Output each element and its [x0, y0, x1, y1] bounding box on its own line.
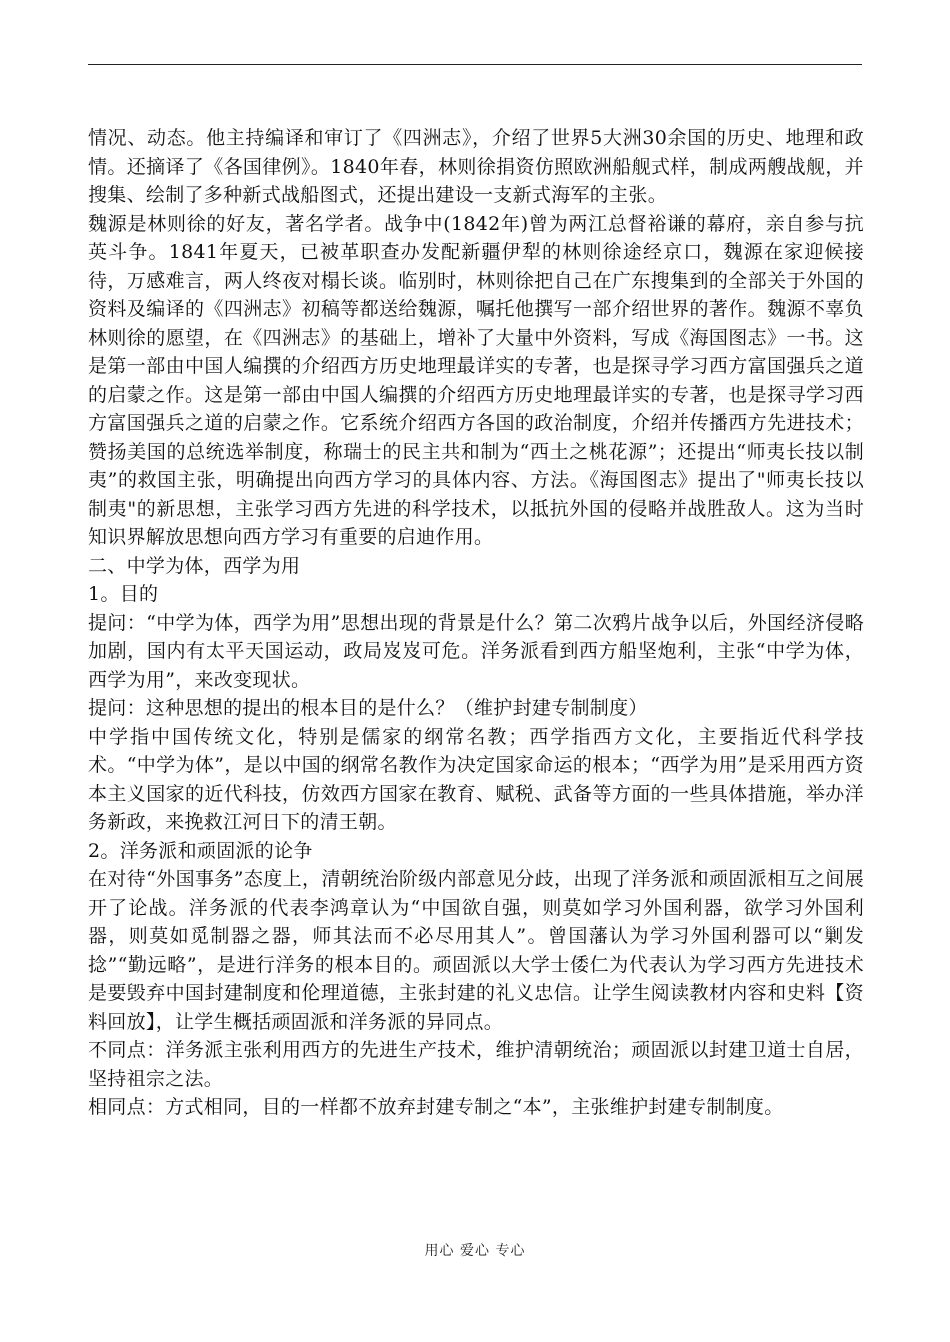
paragraph-similarities: 相同点：方式相同，目的一样都不放弃封建专制之“本”，主张维护封建专制制度。	[88, 1096, 784, 1118]
paragraph-question-purpose: 提问：这种思想的提出的根本目的是什么？（维护封建专制制度）	[88, 697, 648, 719]
paragraph-question-background: 提问：“中学为体，西学为用”思想出现的背景是什么？第二次鸦片战争以后，外国经济侵略加剧，国内有太平天国运动，政局岌岌可危。洋务派看到西方船坚炮利，主张“中学为体，西学为用”，来改变现状。	[88, 611, 864, 691]
section-heading-2: 二、中学为体，西学为用	[88, 554, 301, 577]
subheading-debate: 2。洋务派和顽固派的论争	[88, 839, 313, 862]
paragraph-debate: 在对待“外国事务”态度上，清朝统治阶级内部意见分歧，出现了洋务派和顽固派相互之间展开了论战。洋务派的代表李鸿章认为“中国欲自强，则莫如学习外国利器，欲学习外国利器，则莫如觅制器之器，师其法而不必尽用其人”。曾国藩认为学习外国利器可以“剿发捻”“勤远略”，是进行洋务的根本目的。顽固派以大学士倭仁为代表认为学习西方先进技术是要毁弃中国封建制度和伦理道德，主张封建的礼义忠信。让学生阅读教材内容和史料【资料回放】，让学生概括顽固派和洋务派的异同点。	[88, 868, 864, 1033]
paragraph-lin-zexu-translation: 情况、动态。他主持编译和审订了《四洲志》，介绍了世界5大洲30余国的历史、地理和政情。还摘译了《各国律例》。1840年春，林则徐捐资仿照欧洲船舰式样，制成两艘战舰，并搜集、绘制了多种新式战船图式，还提出建设一支新式海军的主张。	[88, 127, 864, 206]
paragraph-differences: 不同点：洋务派主张利用西方的先进生产技术，维护清朝统治；顽固派以封建卫道士自居，坚持祖宗之法。	[88, 1039, 864, 1090]
header-rule	[88, 64, 862, 65]
subheading-purpose: 1。目的	[88, 583, 159, 605]
paragraph-wei-yuan: 魏源是林则徐的好友，著名学者。战争中(1842年)曾为两江总督裕谦的幕府，亲自参与抗英斗争。1841年夏天，已被革职查办发配新疆伊犁的林则徐途经京口，魏源在家迎候接待，万感难言，两人终夜对榻长谈。临别时，林则徐把自己在广东搜集到的全部关于外国的资料及编译的《四洲志》初稿等都送给魏源，嘱托他撰写一部介绍世界的著作。魏源不辜负林则徐的愿望，在《四洲志》的基础上，增补了大量中外资料，写成《海国图志》一书。这是第一部由中国人编撰的介绍西方历史地理最详实的专著，也是探寻学习西方富国强兵之道的启蒙之作。这是第一部由中国人编撰的介绍西方历史地理最详实的专著，也是探寻学习西方富国强兵之道的启蒙之作。它系统介绍西方各国的政治制度，介绍并传播西方先进技术；赞扬美国的总统选举制度，称瑞士的民主共和制为“西土之桃花源”；还提出“师夷长技以制夷”的救国主张，明确提出向西方学习的具体内容、方法。《海国图志》提出了"师夷长技以制夷"的新思想，主张学习西方先进的科学技术，以抵抗外国的侵略并战胜敌人。这为当时知识界解放思想向西方学习有重要的启迪作用。	[88, 212, 864, 548]
document-body	[88, 124, 864, 1122]
page-footer: 用心 爱心 专心	[424, 1243, 526, 1259]
paragraph-zhongxue-xixue: 中学指中国传统文化，特别是儒家的纲常名教；西学指西方文化，主要指近代科学技术。“中学为体”，是以中国的纲常名教作为决定国家命运的根本；“西学为用”是采用西方资本主义国家的近代科技，仿效西方国家在教育、赋税、武备等方面的一些具体措施，举办洋务新政，来挽救江河日下的清王朝。	[88, 725, 864, 833]
